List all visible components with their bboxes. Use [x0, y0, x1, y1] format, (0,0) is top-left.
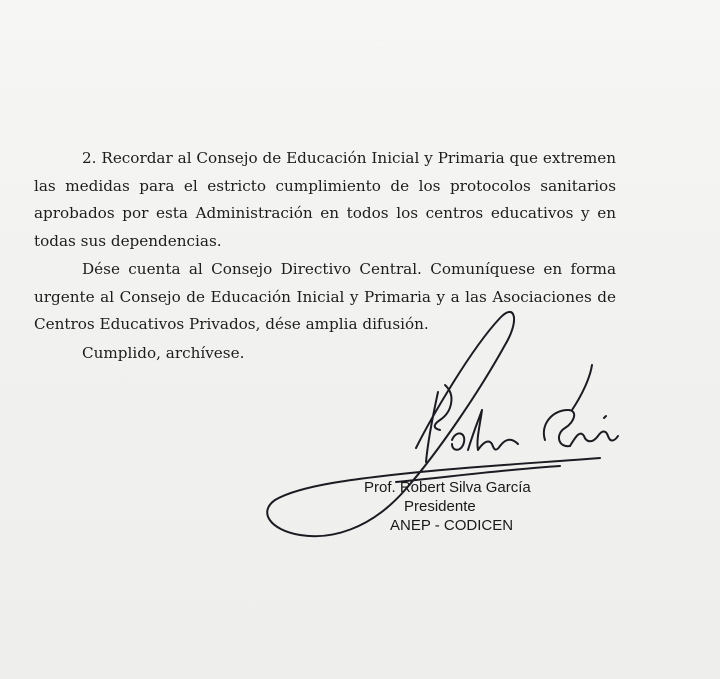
text-line: 2. Recordar al Consejo de Educación Inicial y Primaria que extremen: [82, 149, 616, 167]
text-line: Centros Educativos Privados, dése amplia difusión.: [34, 315, 429, 333]
text-line: todas sus dependencias.: [34, 231, 222, 250]
paragraph-item-2: [34, 145, 616, 255]
text-line: Dése cuenta al Consejo Directivo Central. Comuníquese en forma: [82, 260, 616, 278]
paragraph-dissemination: [34, 256, 616, 339]
text-line: Cumplido, archívese.: [82, 344, 245, 362]
signatory-block: [364, 478, 531, 535]
signatory-name: Prof. Robert Silva García: [364, 479, 531, 496]
paragraph-closing: [34, 340, 616, 368]
signatory-organization: ANEP - CODICEN: [390, 517, 514, 534]
text-line: las medidas para el estricto cumplimiento de los protocolos sanitarios: [34, 176, 616, 195]
text-line: urgente al Consejo de Educación Inicial y Primaria y a las Asociaciones de: [34, 287, 616, 306]
text-line: aprobados por esta Administración en todos los centros educativos y en: [34, 204, 616, 222]
signatory-role: Presidente: [404, 498, 476, 515]
